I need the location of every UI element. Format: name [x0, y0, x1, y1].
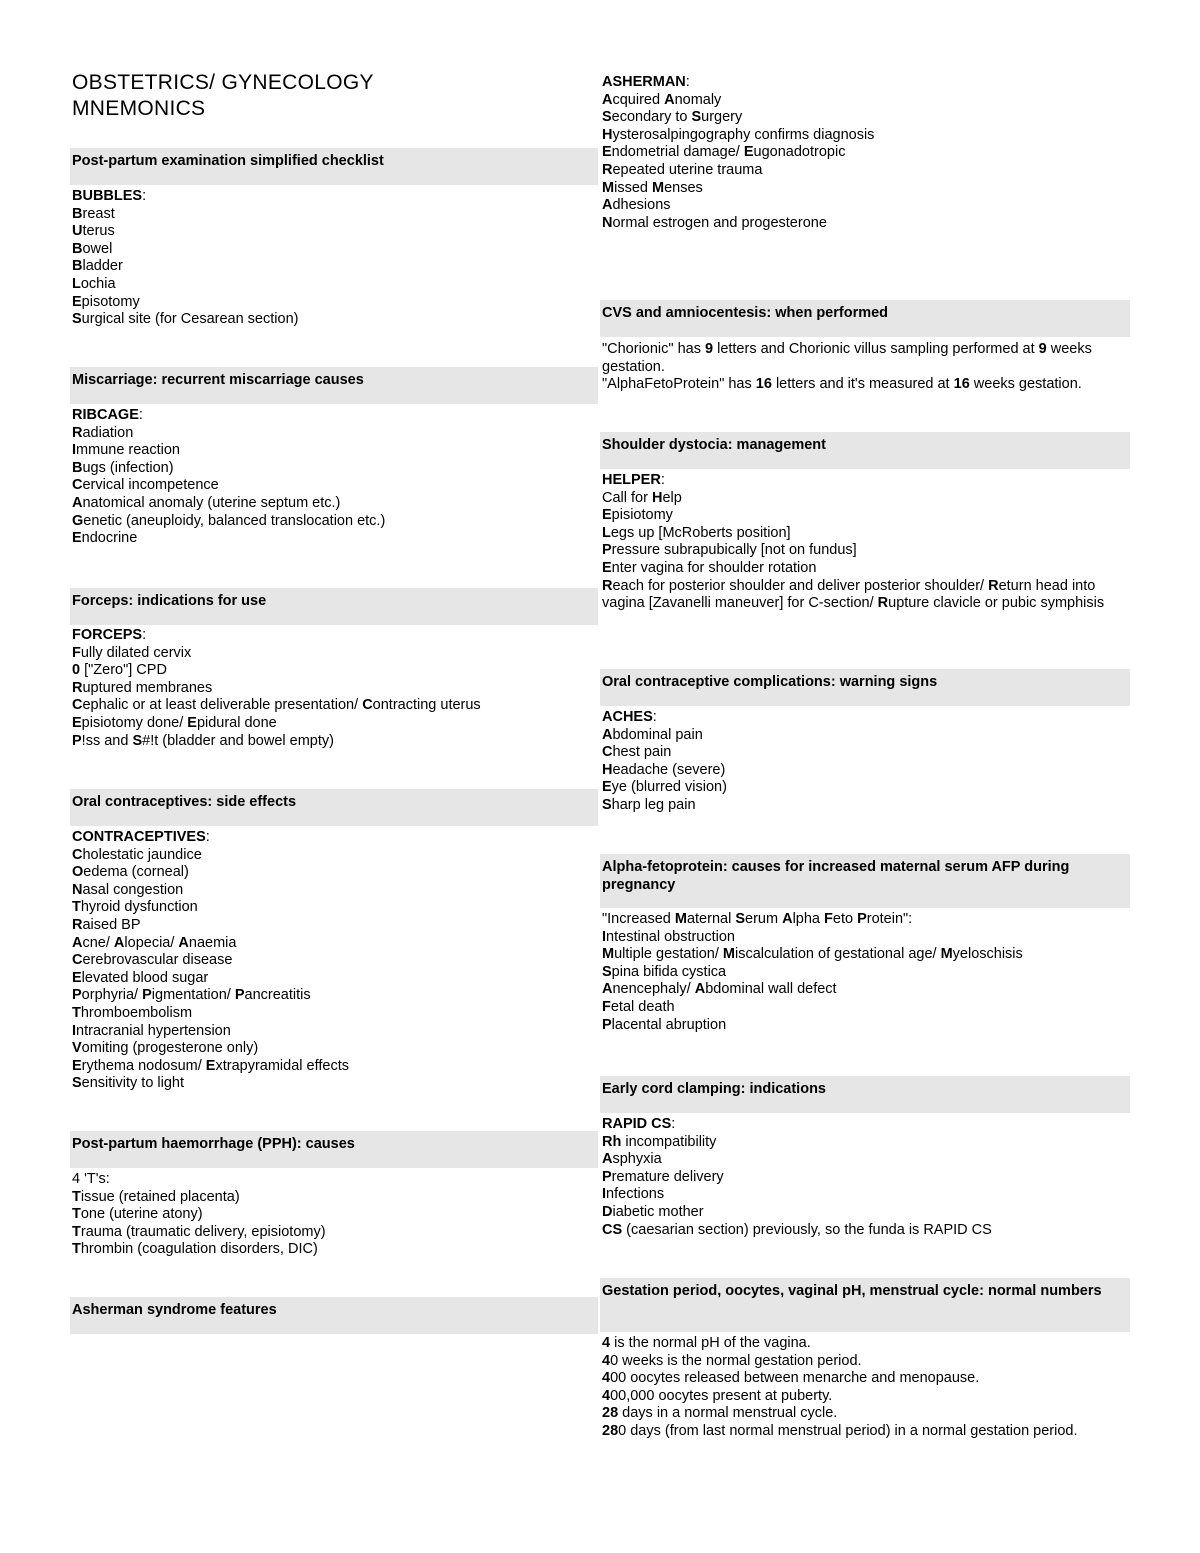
page-title: OBSTETRICS/ GYNECOLOGY MNEMONICS	[72, 71, 374, 120]
mnemonic-item: Bowel	[72, 240, 113, 257]
mnemonic-item: Oedema (corneal)	[72, 864, 189, 881]
mnemonic-item: Spina bifida cystica	[602, 963, 727, 980]
mnemonic-intro: ASHERMAN:	[602, 74, 690, 90]
mnemonic-item: Bugs (infection)	[72, 459, 174, 476]
section-header-postpartum: Post-partum examination simplified checklist	[70, 148, 598, 185]
mnemonic-item: Anatomical anomaly (uterine septum etc.)	[72, 494, 341, 511]
section-header-afp: Alpha-fetoprotein: causes for increased maternal serum AFP during pregnancy	[600, 854, 1130, 908]
mnemonic-item: Intracranial hypertension	[72, 1022, 231, 1039]
mnemonic-item: Tone (uterine atony)	[72, 1206, 203, 1223]
mnemonic-item: Intestinal obstruction	[602, 928, 735, 945]
mnemonic-item: Asphyxia	[602, 1151, 662, 1168]
section-body-cvs	[602, 341, 1128, 394]
mnemonic-item: Adhesions	[602, 197, 671, 214]
mnemonic-item: Diabetic mother	[602, 1203, 704, 1220]
mnemonic-intro: CONTRACEPTIVES:	[72, 829, 210, 845]
mnemonic-intro: RIBCAGE:	[72, 407, 143, 423]
section-body-asherman	[602, 74, 874, 232]
mnemonic-item: Cervical incompetence	[72, 477, 219, 494]
mnemonic-list	[602, 1335, 1078, 1441]
mnemonic-item: Endocrine	[72, 530, 138, 547]
mnemonic-list	[72, 425, 385, 548]
section-body-cord-clamping	[602, 1116, 992, 1239]
mnemonic-item: Call for Help	[602, 489, 682, 506]
mnemonic-item: Episiotomy	[602, 507, 673, 524]
mnemonic-item: Cholestatic jaundice	[72, 846, 202, 863]
mnemonic-item: Nasal congestion	[72, 881, 184, 898]
mnemonic-item: Missed Menses	[602, 179, 703, 196]
section-body-shoulder-dystocia	[602, 472, 1122, 613]
mnemonic-item: Breast	[72, 205, 115, 222]
section-header-cord-clamping: Early cord clamping: indications	[600, 1076, 1130, 1113]
mnemonic-item: Episotomy	[72, 293, 140, 310]
mnemonic-intro: ACHES:	[602, 709, 657, 725]
mnemonic-item: Immune reaction	[72, 442, 180, 459]
mnemonic-list	[602, 1134, 992, 1240]
mnemonic-item: Tissue (retained placenta)	[72, 1188, 240, 1205]
section-header-shoulder-dystocia: Shoulder dystocia: management	[600, 432, 1130, 469]
mnemonic-list	[602, 490, 1122, 578]
mnemonic-item: Abdominal pain	[602, 726, 703, 743]
mnemonic-item: P!ss and S#!t (bladder and bowel empty)	[72, 732, 334, 749]
mnemonic-item: Elevated blood sugar	[72, 969, 209, 986]
mnemonic-item: Legs up [McRoberts position]	[602, 524, 791, 541]
mnemonic-item: Surgical site (for Cesarean section)	[72, 311, 299, 328]
mnemonic-intro: BUBBLES:	[72, 188, 147, 204]
mnemonic-item: Cephalic or at least deliverable presentation/ Contracting uterus	[72, 697, 481, 714]
mnemonic-item: Sharp leg pain	[602, 796, 696, 813]
mnemonic-item: Sensitivity to light	[72, 1075, 185, 1092]
mnemonic-item: Multiple gestation/ Miscalculation of gestational age/ Myeloschisis	[602, 946, 1023, 963]
section-body-pph	[72, 1171, 326, 1259]
mnemonic-item: Bladder	[72, 258, 123, 275]
mnemonic-item: Headache (severe)	[602, 761, 726, 778]
mnemonic-list	[72, 645, 481, 751]
mnemonic-item: Enter vagina for shoulder rotation	[602, 559, 817, 576]
mnemonic-item: Acquired Anomaly	[602, 91, 722, 108]
mnemonic-item: Hysterosalpingography confirms diagnosis	[602, 126, 875, 143]
section-header-gestation: Gestation period, oocytes, vaginal pH, menstrual cycle: normal numbers	[600, 1278, 1130, 1332]
mnemonic-item: 400 oocytes released between menarche and menopause.	[602, 1370, 980, 1387]
mnemonic-item: Ruptured membranes	[72, 679, 213, 696]
section-body-afp	[602, 911, 1023, 1034]
section-header-cvs: CVS and amniocentesis: when performed	[600, 300, 1130, 337]
mnemonic-item: Genetic (aneuploidy, balanced translocation etc.)	[72, 512, 386, 529]
mnemonic-item: Trauma (traumatic delivery, episiotomy)	[72, 1223, 326, 1240]
mnemonic-list	[72, 1189, 326, 1259]
mnemonic-item: Rh incompatibility	[602, 1133, 717, 1150]
mnemonic-item: Normal estrogen and progesterone	[602, 214, 827, 231]
mnemonic-item: Cerebrovascular disease	[72, 952, 233, 969]
section-header-pph: Post-partum haemorrhage (PPH): causes	[70, 1131, 598, 1168]
mnemonic-item: 400,000 oocytes present at puberty.	[602, 1387, 833, 1404]
mnemonic-item: Infections	[602, 1186, 665, 1203]
mnemonic-item: Pressure subrapubically [not on fundus]	[602, 542, 857, 559]
section-header-oc-warning: Oral contraceptive complications: warning signs	[600, 669, 1130, 706]
mnemonic-item: Premature delivery	[602, 1168, 724, 1185]
section-header-asherman: Asherman syndrome features	[70, 1297, 598, 1334]
mnemonic-intro: 4 'T's:	[72, 1171, 110, 1187]
mnemonic-item: Anencephaly/ Abdominal wall defect	[602, 981, 837, 998]
mnemonic-item: Eye (blurred vision)	[602, 779, 727, 796]
mnemonic-item: Episiotomy done/ Epidural done	[72, 714, 277, 731]
mnemonic-intro: FORCEPS:	[72, 627, 147, 643]
mnemonic-item: Fully dilated cervix	[72, 644, 192, 661]
mnemonic-item: 280 days (from last normal menstrual period) in a normal gestation period.	[602, 1422, 1078, 1439]
mnemonic-item: Repeated uterine trauma	[602, 161, 763, 178]
mnemonic-item: Thyroid dysfunction	[72, 899, 198, 916]
cvs-paragraph-1: "Chorionic" has 9 letters and Chorionic villus sampling performed at 9 weeks gestation.	[602, 341, 1092, 375]
cvs-paragraph-2: "AlphaFetoProtein" has 16 letters and it's measured at 16 weeks gestation.	[602, 376, 1082, 393]
mnemonic-item: Chest pain	[602, 744, 672, 761]
mnemonic-item: 28 days in a normal menstrual cycle.	[602, 1405, 838, 1422]
mnemonic-item: Lochia	[72, 275, 116, 292]
section-header-forceps: Forceps: indications for use	[70, 588, 598, 625]
section-body-miscarriage	[72, 407, 385, 548]
mnemonic-list	[602, 92, 874, 233]
mnemonic-item: Thrombin (coagulation disorders, DIC)	[72, 1241, 318, 1258]
mnemonic-list	[602, 929, 1023, 1035]
mnemonic-intro: RAPID CS:	[602, 1116, 676, 1132]
mnemonic-item: Thromboembolism	[72, 1004, 193, 1021]
mnemonic-item: Secondary to Surgery	[602, 109, 743, 126]
mnemonic-list	[602, 727, 727, 815]
mnemonic-item: Porphyria/ Pigmentation/ Pancreatitis	[72, 987, 311, 1004]
section-body-oc-side-effects	[72, 829, 349, 1093]
mnemonic-item: Vomiting (progesterone only)	[72, 1040, 259, 1057]
mnemonic-item: 40 weeks is the normal gestation period.	[602, 1352, 862, 1369]
section-header-miscarriage: Miscarriage: recurrent miscarriage causes	[70, 367, 598, 404]
mnemonic-item: Erythema nodosum/ Extrapyramidal effects	[72, 1057, 349, 1074]
mnemonic-item: 0 ["Zero"] CPD	[72, 662, 167, 679]
mnemonic-item: Radiation	[72, 424, 134, 441]
mnemonic-item: Acne/ Alopecia/ Anaemia	[72, 934, 237, 951]
mnemonic-item: Endometrial damage/ Eugonadotropic	[602, 144, 846, 161]
mnemonic-item: 4 is the normal pH of the vagina.	[602, 1335, 811, 1351]
section-body-postpartum	[72, 188, 298, 329]
section-body-gestation	[602, 1335, 1078, 1441]
mnemonic-list	[72, 206, 298, 329]
mnemonic-item: Fetal death	[602, 998, 675, 1015]
mnemonic-item: Raised BP	[72, 916, 141, 933]
afp-intro: "Increased Maternal Serum Alpha Feto Protein":	[602, 911, 913, 927]
mnemonic-item: CS (caesarian section) previously, so the funda is RAPID CS	[602, 1221, 992, 1238]
mnemonic-intro: HELPER:	[602, 472, 665, 488]
section-body-oc-warning	[602, 709, 727, 815]
mnemonic-item: Uterus	[72, 223, 115, 240]
section-body-forceps	[72, 627, 481, 750]
mnemonic-item: Reach for posterior shoulder and deliver posterior shoulder/ Return head into vagina [Zavanelli maneuver] for C-section/ Rupture clavicle or pubic symphisis	[602, 577, 1105, 612]
mnemonic-list	[72, 847, 349, 1093]
mnemonic-item: Placental abruption	[602, 1016, 727, 1033]
section-header-oc-side-effects: Oral contraceptives: side effects	[70, 789, 598, 826]
